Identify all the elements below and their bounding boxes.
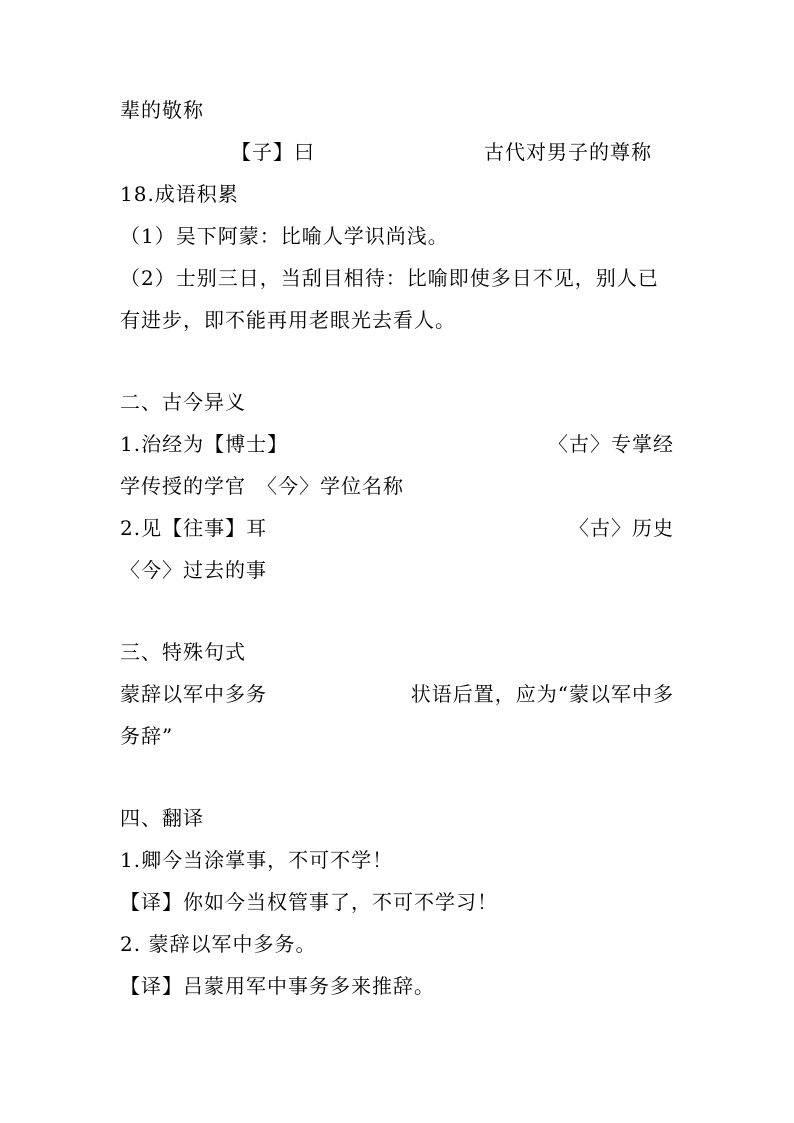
section-heading: 二、古今异义 — [120, 390, 246, 414]
special-explanation-continued: 务辞” — [120, 724, 174, 748]
gujin-modern-meaning: 〈今〉过去的事 — [120, 558, 267, 582]
idiom-item: （2）士别三日，当刮目相待：比喻即使多日不见，别人已 — [120, 266, 659, 290]
idiom-item: （1）吴下阿蒙：比喻人学识尚浅。 — [120, 224, 449, 248]
gujin-ancient-meaning: 〈古〉历史 — [569, 516, 674, 540]
gujin-meanings: 学传授的学官 〈今〉学位名称 — [120, 474, 404, 498]
gujin-ancient-meaning: 〈古〉专掌经 — [548, 432, 674, 456]
special-explanation: 状语后置，应为“蒙以军中多 — [410, 682, 674, 706]
gujin-term: 1.治经为【博士】 — [120, 432, 289, 456]
section-heading: 18.成语积累 — [120, 182, 239, 206]
text-line: 辈的敬称 — [120, 98, 204, 122]
translation-answer: 【译】你如今当权管事了，不可不学习！ — [120, 890, 498, 914]
idiom-item-continued: 有进步，即不能再用老眼光去看人。 — [120, 308, 456, 332]
section-heading: 四、翻译 — [120, 806, 204, 830]
translation-answer: 【译】吕蒙用军中事务多来推辞。 — [120, 974, 435, 998]
vocab-term: 【子】曰 — [231, 140, 315, 164]
translation-question: 2. 蒙辞以军中多务。 — [120, 932, 317, 956]
translation-question: 1.卿今当涂掌事，不可不学！ — [120, 848, 394, 872]
vocab-meaning: 古代对男子的尊称 — [484, 140, 652, 164]
gujin-term: 2.见【往事】耳 — [120, 516, 268, 540]
section-heading: 三、特殊句式 — [120, 640, 246, 664]
special-sentence: 蒙辞以军中多务 — [120, 682, 267, 706]
